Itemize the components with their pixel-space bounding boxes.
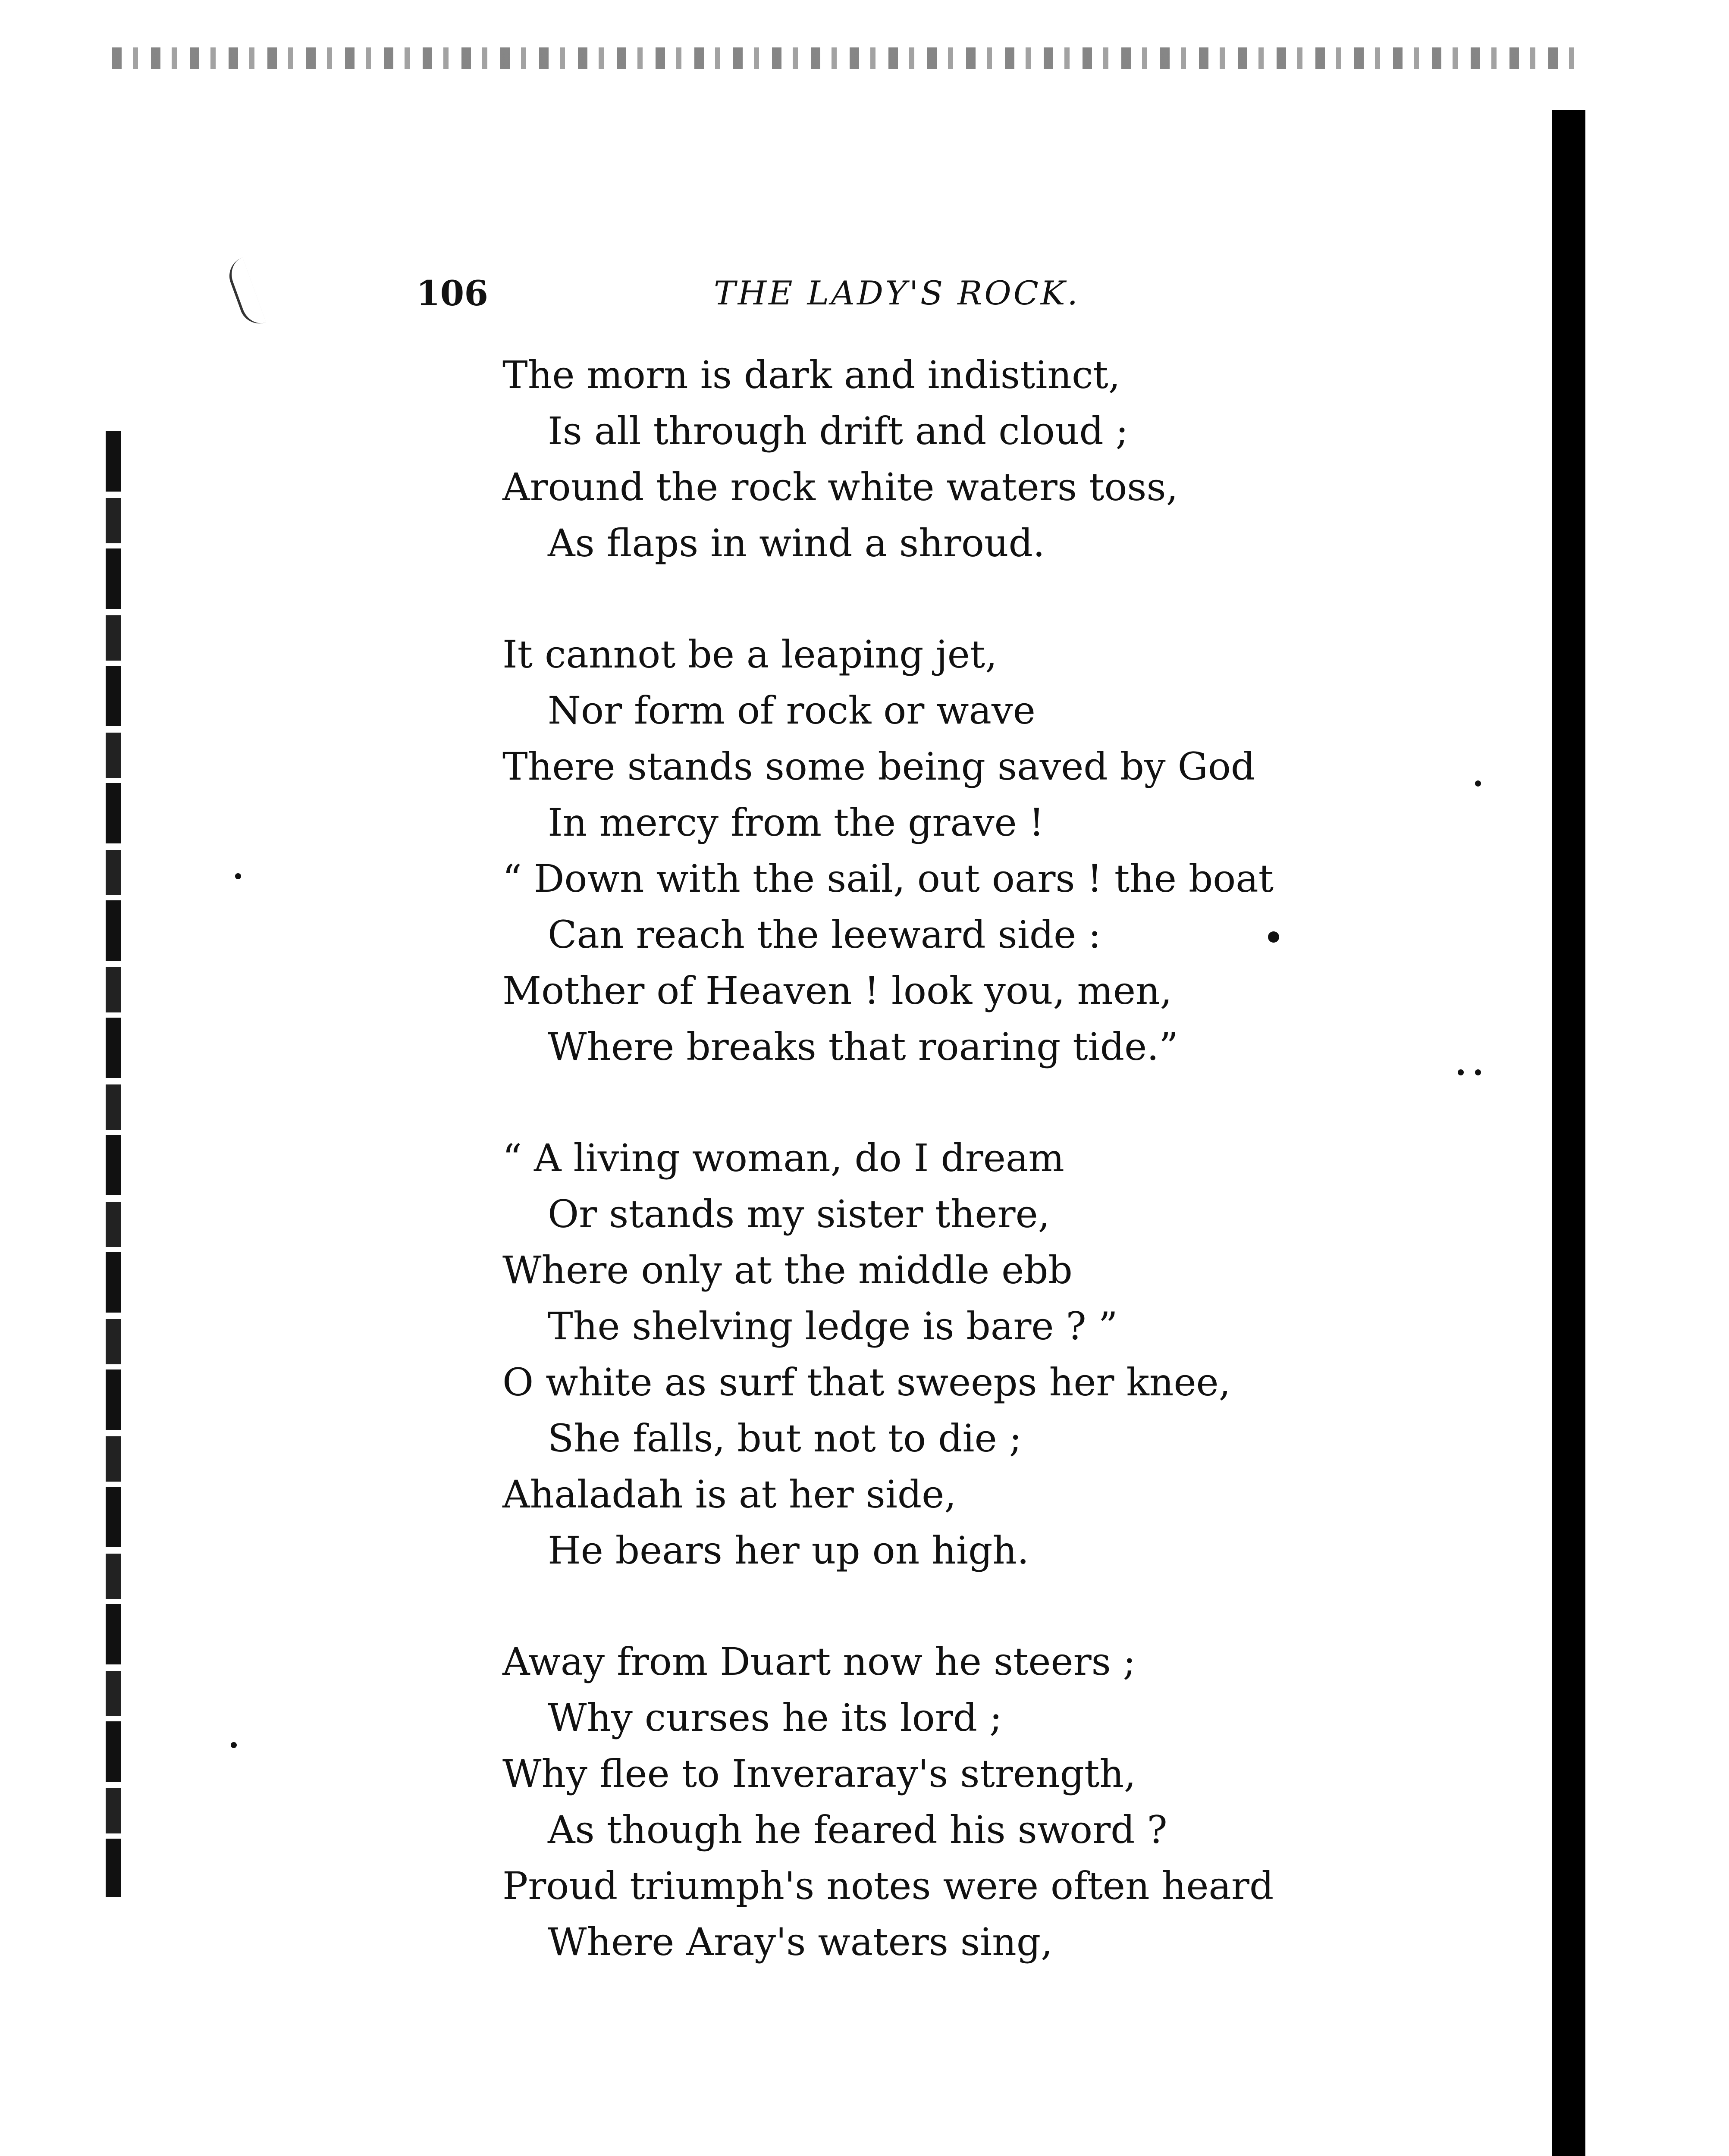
poem-line: Why curses he its lord ; — [548, 1695, 1002, 1740]
ink-speck — [231, 1742, 237, 1748]
scan-edge-top — [112, 47, 1578, 69]
stanza-1 — [502, 347, 1365, 571]
ink-speck — [1458, 1069, 1464, 1075]
poem-line: She falls, but not to die ; — [548, 1416, 1022, 1460]
ink-speck — [1475, 1069, 1481, 1075]
poem-line: Nor form of rock or wave — [548, 688, 1036, 733]
poem-line: Around the rock white waters toss, — [502, 465, 1178, 509]
poem-line: Ahaladah is at her side, — [502, 1472, 957, 1517]
poem-line: Where breaks that roaring tide.” — [548, 1025, 1179, 1069]
poem-line: Mother of Heaven ! look you, men, — [502, 968, 1172, 1013]
poem-line: Is all through drift and cloud ; — [548, 409, 1129, 453]
poem-line: The shelving ledge is bare ? ” — [548, 1304, 1118, 1348]
poem-line: O white as surf that sweeps her knee, — [502, 1360, 1231, 1404]
poem-line: There stands some being saved by God — [502, 744, 1255, 789]
ink-speck — [235, 873, 241, 879]
poem-line: In mercy from the grave ! — [548, 800, 1045, 845]
ink-speck — [1475, 780, 1481, 787]
spine-edge-right — [1552, 110, 1585, 2156]
poem-line: As flaps in wind a shroud. — [548, 521, 1045, 565]
poem-line: Can reach the leeward side : — [548, 912, 1101, 957]
poem-line: It cannot be a leaping jet, — [502, 632, 998, 677]
poem-line: Why flee to Inveraray's strength, — [502, 1752, 1136, 1796]
poem-line: Where Aray's waters sing, — [548, 1920, 1053, 1964]
binding-edge-left — [106, 431, 121, 1897]
page-header — [416, 267, 1089, 319]
poem-line: “ Down with the sail, out oars ! the boat — [502, 856, 1274, 901]
poem-body — [502, 347, 1365, 2025]
stanza-2 — [502, 627, 1365, 1075]
poem-line: Or stands my sister there, — [548, 1192, 1050, 1236]
poem-line: Where only at the middle ebb — [502, 1248, 1073, 1292]
poem-line: Away from Duart now he steers ; — [502, 1639, 1136, 1684]
poem-line: As though he feared his sword ? — [548, 1808, 1167, 1852]
poem-line: “ A living woman, do I dream — [502, 1136, 1064, 1180]
page-number: 106 — [416, 273, 488, 313]
stanza-4 — [502, 1634, 1365, 1970]
stanza-3 — [502, 1130, 1365, 1579]
poem-line: Proud triumph's notes were often heard — [502, 1864, 1274, 1908]
poem-line: The morn is dark and indistinct, — [502, 353, 1120, 397]
pencil-tick-mark — [224, 257, 266, 329]
poem-line: He bears her up on high. — [548, 1528, 1029, 1573]
running-title: THE LADY'S ROCK. — [714, 274, 1080, 312]
